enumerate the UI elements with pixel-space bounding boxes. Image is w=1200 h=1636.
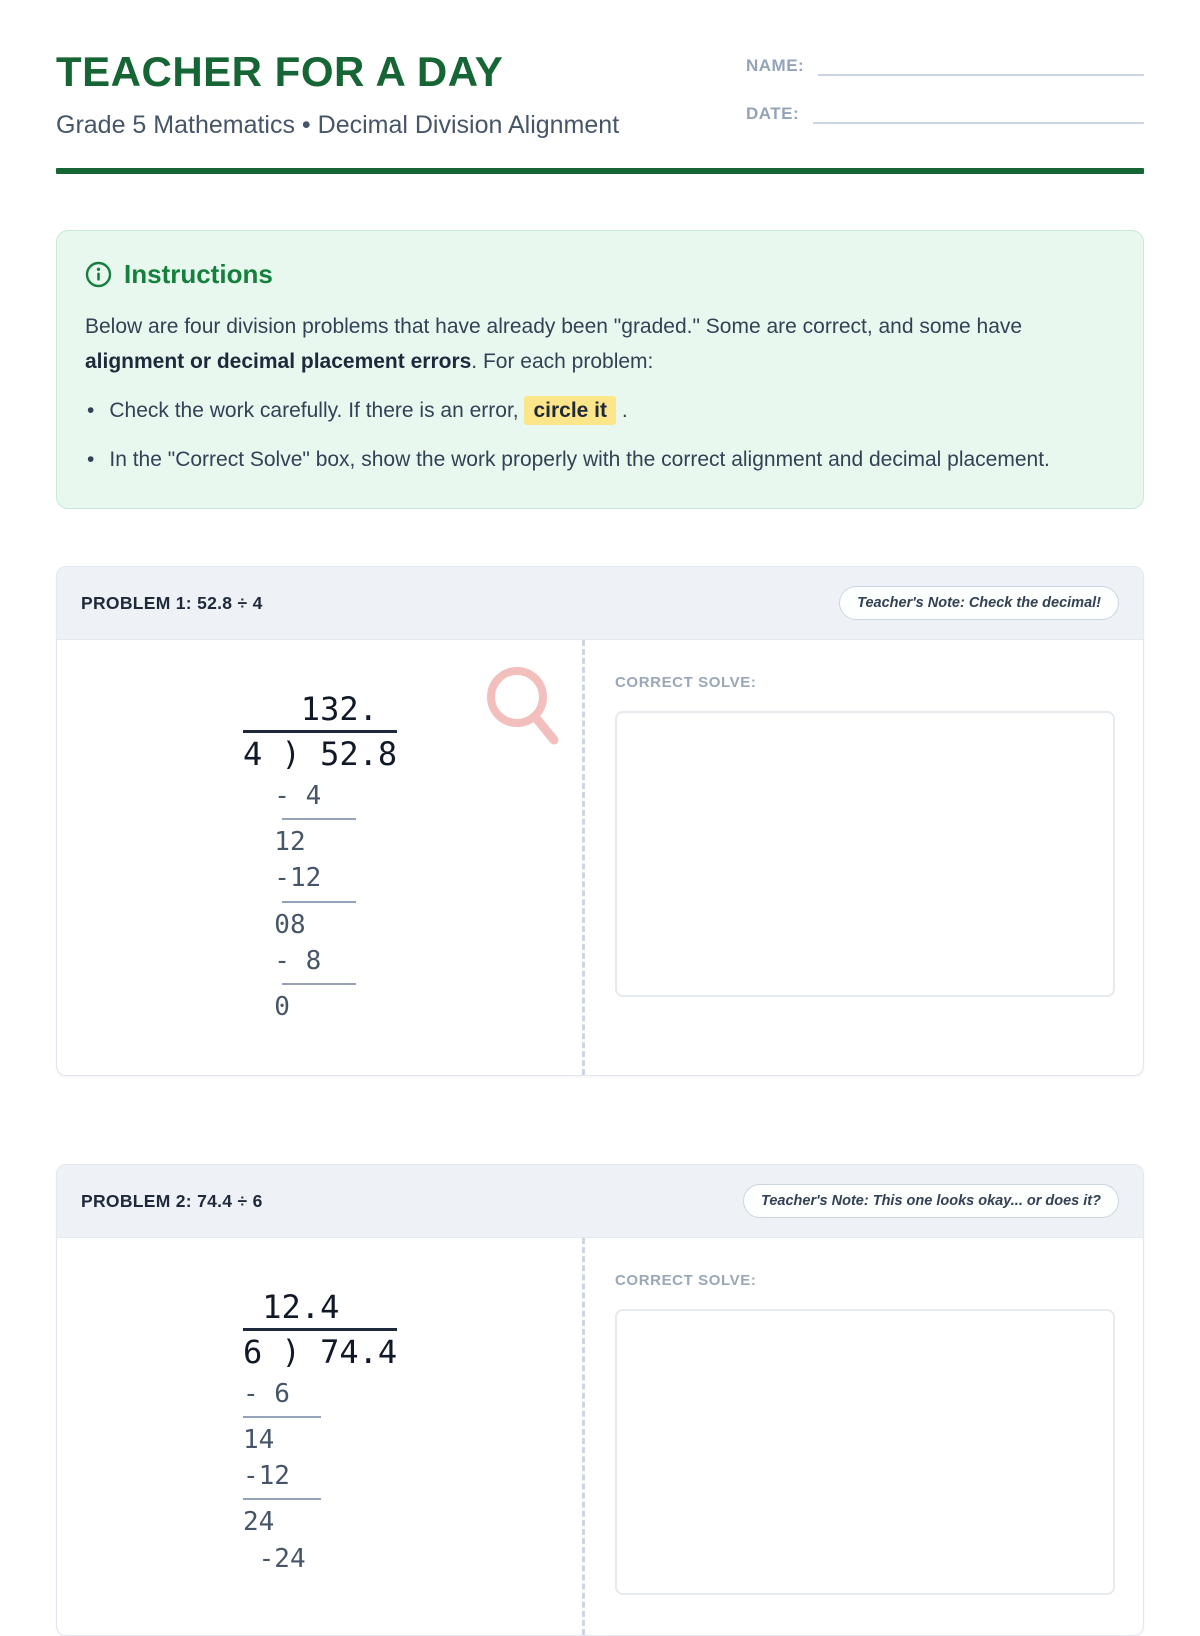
- instruction-bullet-1: [85, 394, 1113, 428]
- division-step: -12: [243, 863, 322, 894]
- problem-2-work-panel: [57, 1238, 585, 1635]
- instructions-panel: [56, 230, 1144, 509]
- problem-2-title: PROBLEM 2: 74.4 ÷ 6: [81, 1190, 263, 1211]
- magnifier-icon: [486, 666, 564, 753]
- division-quotient: 132.: [243, 690, 397, 732]
- circle-it-highlight: circle it: [524, 396, 616, 425]
- problem-2-division-work: [243, 1288, 562, 1575]
- division-step: 08: [243, 909, 306, 940]
- name-field-row: [746, 56, 1144, 76]
- problem-1-work-panel: [57, 640, 585, 1075]
- division-step: - 6: [243, 1378, 290, 1409]
- problem-card-2: [56, 1164, 1144, 1636]
- bullet-2-text: In the "Correct Solve" box, show the work properly with the correct alignment and decimal placement.: [109, 447, 1050, 471]
- date-label: DATE:: [746, 104, 800, 123]
- problem-2-header: [57, 1165, 1143, 1238]
- intro-text-2: . For each problem:: [471, 349, 654, 373]
- division-quotient: 12.4: [243, 1288, 397, 1330]
- division-step: 24: [243, 1507, 275, 1538]
- problem-2-body: [57, 1238, 1143, 1635]
- division-step: - 4: [243, 781, 322, 812]
- subtraction-rule: [243, 1416, 321, 1418]
- subtraction-rule: [282, 901, 356, 903]
- header-divider: [56, 168, 1144, 174]
- problem-1-solve-panel: [585, 640, 1143, 1075]
- problem-1-title: PROBLEM 1: 52.8 ÷ 4: [81, 592, 263, 613]
- problem-2-answer-box[interactable]: [615, 1309, 1115, 1595]
- bullet-1-text-end: .: [616, 399, 628, 423]
- intro-bold-text: alignment or decimal placement errors: [85, 349, 472, 373]
- date-field-row: [746, 104, 1144, 124]
- correct-solve-label: CORRECT SOLVE:: [615, 1272, 757, 1290]
- student-fields: [746, 50, 1144, 152]
- header-titles: [56, 50, 619, 140]
- instructions-heading: Instructions: [124, 259, 273, 289]
- bullet-dot: •: [87, 399, 95, 423]
- subtraction-rule: [243, 1498, 321, 1500]
- subtraction-rule: [282, 818, 356, 820]
- correct-solve-label: CORRECT SOLVE:: [615, 674, 757, 692]
- page-title: TEACHER FOR A DAY: [56, 48, 504, 95]
- worksheet-header: [56, 50, 1144, 152]
- division-step: -12: [243, 1461, 290, 1492]
- instructions-header: [85, 259, 1113, 290]
- problem-1-header: [57, 567, 1143, 640]
- division-divisor-dividend: 4 ) 52.8: [243, 734, 398, 773]
- division-step: 14: [243, 1424, 275, 1455]
- name-input-line[interactable]: [818, 56, 1144, 76]
- problem-1-body: [57, 640, 1143, 1075]
- division-step: - 8: [243, 945, 322, 976]
- bullet-1-text: Check the work carefully. If there is an error,: [109, 399, 525, 423]
- problem-2-solve-panel: [585, 1238, 1143, 1635]
- instruction-bullet-2: [85, 443, 1113, 477]
- instructions-intro: [85, 310, 1113, 379]
- page-subtitle: Grade 5 Mathematics • Decimal Division Alignment: [56, 111, 620, 140]
- division-step: 0: [243, 991, 290, 1022]
- date-input-line[interactable]: [813, 104, 1144, 124]
- problem-1-teacher-note: Teacher's Note: Check the decimal!: [839, 586, 1119, 620]
- problem-card-1: [56, 566, 1144, 1076]
- division-step: -24: [243, 1543, 306, 1574]
- subtraction-rule: [282, 983, 356, 985]
- division-step: 12: [243, 827, 306, 858]
- division-divisor-dividend: 6 ) 74.4: [243, 1332, 398, 1371]
- intro-text-1: Below are four division problems that have already been "graded." Some are correct, and some have: [85, 315, 1023, 338]
- problem-1-answer-box[interactable]: [615, 711, 1115, 997]
- bullet-dot: •: [87, 447, 95, 471]
- problem-2-teacher-note: Teacher's Note: This one looks okay... or does it?: [743, 1184, 1119, 1218]
- info-icon: [85, 261, 112, 288]
- name-label: NAME:: [746, 56, 805, 75]
